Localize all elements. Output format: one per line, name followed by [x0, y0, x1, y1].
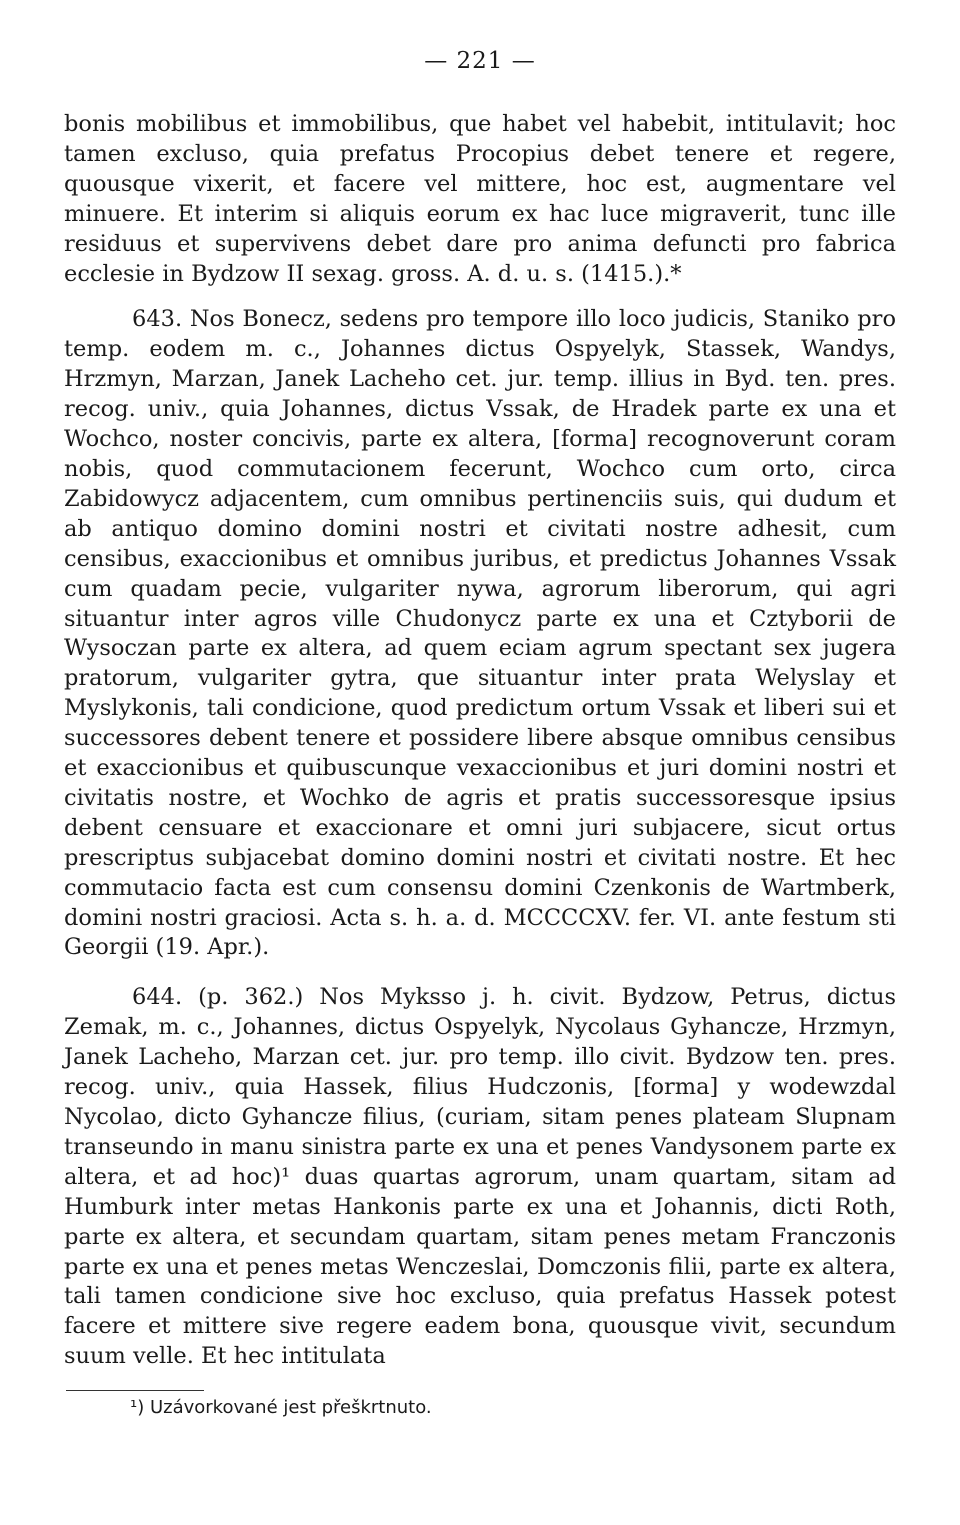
paragraph-entry-644: 644. (p. 362.) Nos Myksso j. h. civit. Bydzow, Petrus, dictus Zemak, m. c., Johannes, dictus Ospyelyk, Nycolaus Gyhancze, Hrzmyn, Janek Lacheho, Marzan cet. jur. pro temp. illo civit. Bydzow ten. pres. recog. univ., quia Hassek, filius Hudczonis, [forma] y wodewzdal Nycolao, dicto Gyhancze filius, (curiam, sitam penes plateam Slupnam transeundo in manu sinistra parte ex una et penes Vandysonem parte ex altera, et ad hoc)¹ duas quartas agrorum, unam quartam, sitam ad Humburk inter metas Hankonis parte ex una et Johannis, dicti Roth, parte ex altera, et secundam quartam, sitam penes metam Franczonis parte ex una et penes metas Wenczeslai, Domczonis filii, parte ex altera, tali tamen condicione sive hoc excluso, quia prefatus Hassek potest facere et mittere sive regere eadem bona, quousque vivit, secundum suum velle. Et hec intitulata [64, 984, 896, 1370]
body-text [64, 110, 896, 1372]
paragraph-entry-643: 643. Nos Bonecz, sedens pro tempore illo loco judicis, Staniko pro temp. eodem m. c., Johannes dictus Ospyelyk, Stassek, Wandys, Hrzmyn, Marzan, Janek Lacheho cet. jur. temp. illius in Byd. ten. pres. recog. univ., quia Johannes, dictus Vssak, de Hradek parte ex una et Wochco, noster concivis, parte ex altera, [forma] recognoverunt coram nobis, quod commutacionem fecerunt, Wochco cum orto, circa Zabidowycz adjacentem, cum omnibus pertinenciis suis, qui dudum et ab antiquo domino domini nostri et civitati nostre adhesit, cum censibus, exaccionibus et omnibus juribus, et predictus Johannes Vssak cum quadam pecie, vulgariter nywa, agrorum liberorum, qui agri situantur inter agros ville Chudonycz parte ex una et Cztyborii de Wysoczan parte ex altera, ad quem eciam agrum spectant sex jugera pratorum, vulgariter gytra, que situantur inter prata Welyslay et Myslykonis, tali condicione, quod predictum ortum Vssak et liberi sui et successores debent tenere et possidere libere absque omnibus censibus et exaccionibus et quibuscunque vexaccionibus et juri domini nostri et civitatis nostre, et Wochko de agris et pratis successoresque ipsius debent censuare et exaccionare et omni juri subjacere, sicut ortus prescriptus subjacebat domino domini nostri et civitati nostre. Et hec commutacio facta est cum consensu domini Czenkonis de Wartmberk, domini nostri graciosi. Acta s. h. a. d. MCCCCXV. fer. VI. ante festum sti Georgii (19. Apr.). [64, 306, 896, 961]
page-number: — 221 — [424, 48, 536, 74]
footnote: ¹) Uzávorkované jest přeškrtnuto. [130, 1397, 432, 1418]
paragraph-continuation: bonis mobilibus et immobilibus, que habet vel habebit, intitulavit; hoc tamen excluso, quia prefatus Procopius debet tenere et regere, quousque vixerit, et facere vel mittere, hoc est, augmentare vel minuere. Et interim si aliquis eorum ex hac luce migraverit, tunc ille residuus et supervivens debet dare pro anima defuncti pro fabrica ecclesie in Bydzow II sexag. gross. A. d. u. s. (1415.).* [64, 111, 896, 287]
footnote-divider [66, 1390, 204, 1391]
